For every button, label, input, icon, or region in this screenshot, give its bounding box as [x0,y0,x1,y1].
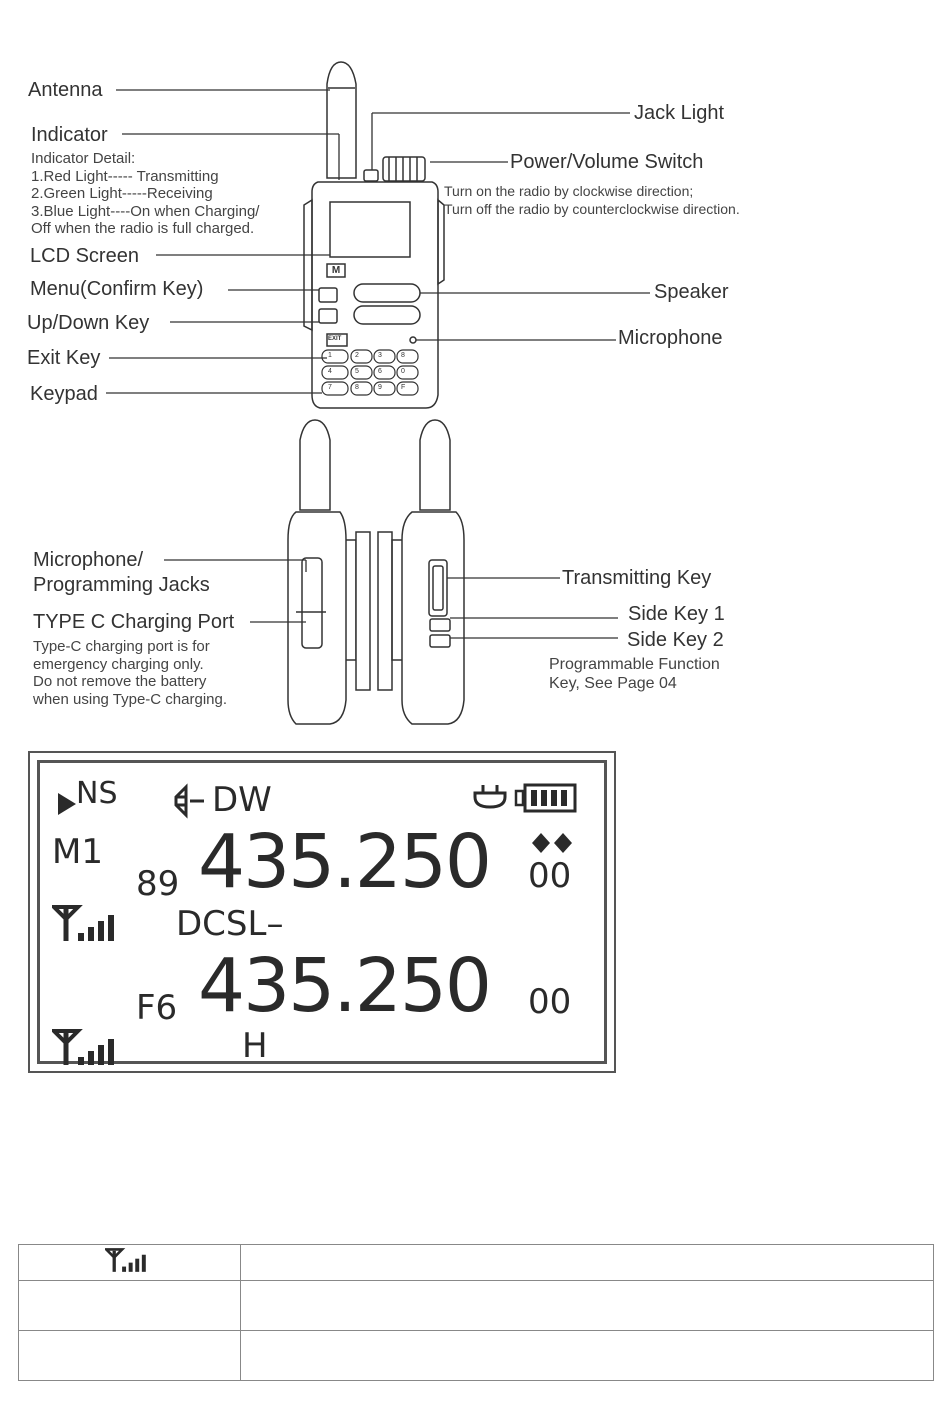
keypad-key: F [401,384,406,391]
side-view-left [288,512,346,724]
lcd-display [28,751,616,1073]
keypad-key: 5 [355,368,359,375]
label-microphone: Microphone [618,327,723,349]
label-lcd-screen: LCD Screen [30,245,139,267]
exit-button-text: EXIT [328,336,342,342]
lcd-power-level: H [242,1026,268,1066]
radio-screen [330,202,410,257]
lcd-tone: DCSL– [176,904,284,944]
programmable-note: Programmable Function Key, See Page 04 [549,656,720,692]
keypad-key: 2 [355,352,359,359]
table-cell-text [241,1245,934,1281]
keypad-key: 9 [378,384,382,391]
play-triangle-icon [56,791,78,817]
label-power-volume-switch: Power/Volume Switch [510,151,704,173]
lcd-sub-upper: 00 [528,856,572,896]
table-row [19,1245,934,1281]
table-row [19,1331,934,1381]
lcd-sub-lower: 00 [528,982,572,1022]
table-row [19,1281,934,1331]
lcd-diamond-icon [530,831,576,857]
signal-strength-icon [52,903,128,943]
label-menu-key: Menu(Confirm Key) [30,278,204,300]
lcd-dw: DW [212,780,272,820]
lcd-frequency-upper: 435.250 [198,819,491,905]
table-cell-icon [19,1245,241,1281]
table-cell-icon [19,1331,241,1381]
keypad-key: 8 [355,384,359,391]
table-cell-text [241,1331,934,1381]
label-side-key-2: Side Key 2 [627,629,724,651]
table-cell-icon [19,1281,241,1331]
power-note: Turn on the radio by clockwise direction; Turn off the radio by counterclockwise direction. [444,183,740,217]
lcd-lock-icon [472,783,508,813]
label-indicator: Indicator [31,124,108,146]
label-typec-port: TYPE C Charging Port [33,611,235,633]
label-antenna: Antenna [28,79,103,101]
label-keypad: Keypad [30,383,98,405]
icon-legend-table [18,1244,934,1381]
lcd-frequency-lower: 435.250 [198,943,491,1029]
keypad-key: 1 [328,352,332,359]
lcd-ns: NS [76,776,118,811]
lcd-speaker-icon [172,783,206,819]
keypad-key: 7 [328,384,332,391]
label-speaker: Speaker [654,281,729,303]
brand-logo: M [331,265,341,276]
label-mic-jacks: Microphone/ Programming Jacks [33,549,210,596]
label-updown-key: Up/Down Key [27,312,150,334]
battery-icon [514,783,578,813]
keypad-key: 8 [401,352,405,359]
label-side-key-1: Side Key 1 [628,603,725,625]
lcd-m1: M1 [52,832,103,872]
lcd-frame [37,760,607,1064]
table-cell-text [241,1281,934,1331]
antenna-shape [327,62,356,178]
label-jack-light: Jack Light [634,102,725,124]
keypad-key: 6 [378,368,382,375]
typec-note: Type-C charging port is for emergency charging only. Do not remove the battery when using Type-C charging. [33,638,228,708]
lcd-channel-upper: 89 [136,864,180,904]
label-transmitting-key: Transmitting Key [562,567,712,589]
indicator-detail: Indicator Detail: 1.Red Light----- Transmitting 2.Green Light-----Receiving 3.Blue Light----On when Charging/ Off when the radio is full charged. [31,150,260,237]
keypad-labels [322,350,420,396]
label-exit-key: Exit Key [27,347,101,369]
keypad-key: 4 [328,368,332,375]
keypad-key: 3 [378,352,382,359]
signal-strength-icon [52,1027,128,1067]
keypad-key: 0 [401,368,405,375]
signal-strength-icon [105,1246,155,1274]
lcd-channel-lower: F6 [136,988,178,1028]
